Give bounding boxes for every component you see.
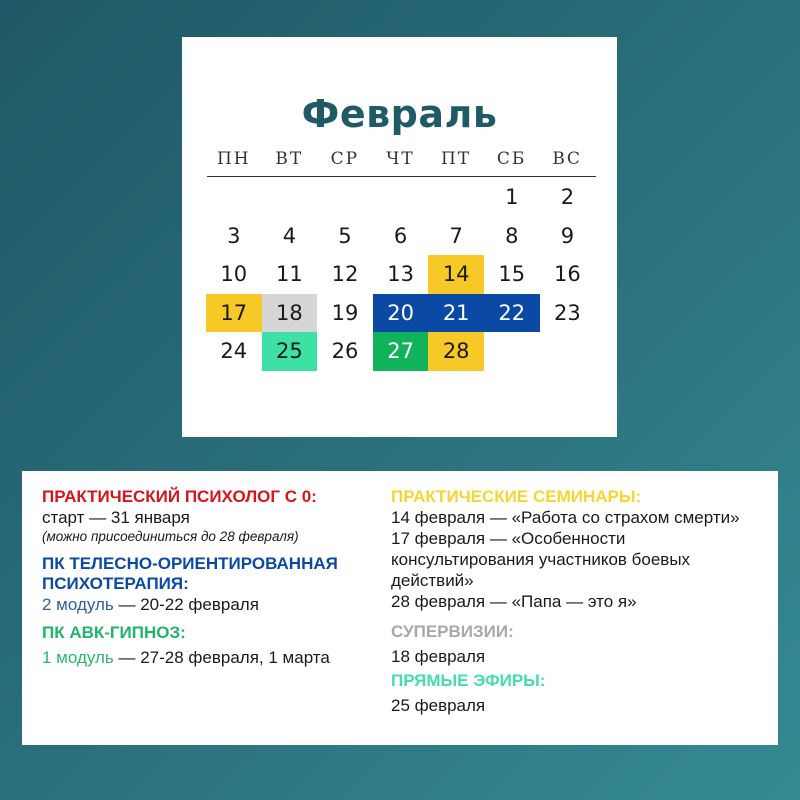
day-cell-8: 8	[505, 223, 519, 248]
day-cell-12: 12	[331, 262, 359, 287]
day-cell-1: 1	[505, 185, 519, 210]
seminar-line: 14 февраля — «Работа со страхом смерти»	[391, 508, 740, 527]
day-cell-6: 6	[393, 223, 408, 248]
day-cell-26: 26	[331, 339, 359, 364]
practical-start-date: старт — 31 января	[42, 508, 190, 527]
body-therapy-heading-cont: ПСИХОТЕРАПИЯ:	[42, 574, 189, 593]
weekday-tue: ВТ	[275, 149, 304, 169]
day-cell-23: 23	[554, 300, 581, 325]
seminar-line: консультирования участников боевых	[391, 550, 691, 569]
day-cell-24: 24	[220, 339, 248, 364]
supervision-date: 18 февраля	[391, 647, 486, 666]
day-cell-4: 4	[282, 223, 297, 248]
hypnosis-module: 1 модуль	[42, 648, 114, 667]
seminar-line: 28 февраля — «Папа — это я»	[391, 592, 637, 611]
body-therapy-range: — 20-22 февраля	[113, 595, 259, 614]
practical-psychologist-heading: ПРАКТИЧЕСКИЙ ПСИХОЛОГ С 0:	[42, 487, 317, 506]
seminar-line: 17 февраля — «Особенности	[391, 529, 626, 548]
live-streams-date: 25 февраля	[391, 696, 486, 715]
weekday-fri: ПТ	[440, 149, 472, 169]
day-cell-21: 21	[428, 294, 484, 333]
weekday-sun: ВС	[552, 149, 582, 169]
practical-join-note: (можно присоединиться до 28 февраля)	[42, 529, 299, 544]
day-cell-16: 16	[554, 262, 581, 287]
calendar-card	[182, 37, 617, 437]
day-cell-27: 27	[373, 332, 429, 371]
body-therapy-module: 2 модуль	[42, 595, 114, 614]
weekday-sat: СБ	[496, 149, 527, 169]
seminar-line: действий»	[391, 571, 474, 590]
weekday-thu: ЧТ	[386, 149, 415, 169]
supervision-heading: СУПЕРВИЗИИ:	[391, 622, 514, 641]
day-cell-15: 15	[498, 262, 526, 287]
events-right-column	[391, 487, 771, 716]
weekday-wed: СР	[330, 149, 360, 169]
hypnosis-range: — 27-28 февраля, 1 марта	[113, 648, 330, 667]
hypnosis-heading: ПК АВК-ГИПНОЗ:	[42, 623, 186, 642]
body-therapy-heading: ПК ТЕЛЕСНО-ОРИЕНТИРОВАННАЯ	[42, 554, 338, 573]
day-cell-25: 25	[262, 332, 318, 371]
day-cell-2: 2	[560, 185, 575, 210]
day-cell-17: 17	[206, 294, 262, 333]
day-cell-5: 5	[338, 223, 352, 248]
header-divider	[207, 176, 596, 177]
live-streams-heading: ПРЯМЫЕ ЭФИРЫ:	[391, 671, 546, 690]
day-cell-10: 10	[220, 262, 248, 287]
events-left-column	[42, 487, 387, 668]
day-cell-11: 11	[276, 262, 303, 287]
events-card	[22, 471, 778, 745]
day-cell-9: 9	[560, 223, 575, 248]
month-title: Февраль	[301, 92, 498, 136]
body-therapy-dates	[42, 594, 387, 615]
seminars-heading: ПРАКТИЧЕСКИЕ СЕМИНАРЫ:	[391, 487, 642, 506]
day-cell-22: 22	[484, 294, 540, 333]
day-cell-14: 14	[428, 255, 484, 294]
day-cell-3: 3	[227, 223, 241, 248]
weekday-header	[206, 149, 595, 173]
day-cell-28: 28	[428, 332, 484, 371]
hypnosis-dates	[42, 647, 387, 668]
day-cell-7: 7	[449, 223, 463, 248]
weekday-mon: ПН	[216, 149, 251, 169]
day-cell-20: 20	[373, 294, 429, 333]
day-cell-18: 18	[262, 294, 318, 333]
day-cell-13: 13	[387, 262, 414, 287]
day-cell-19: 19	[331, 300, 359, 325]
